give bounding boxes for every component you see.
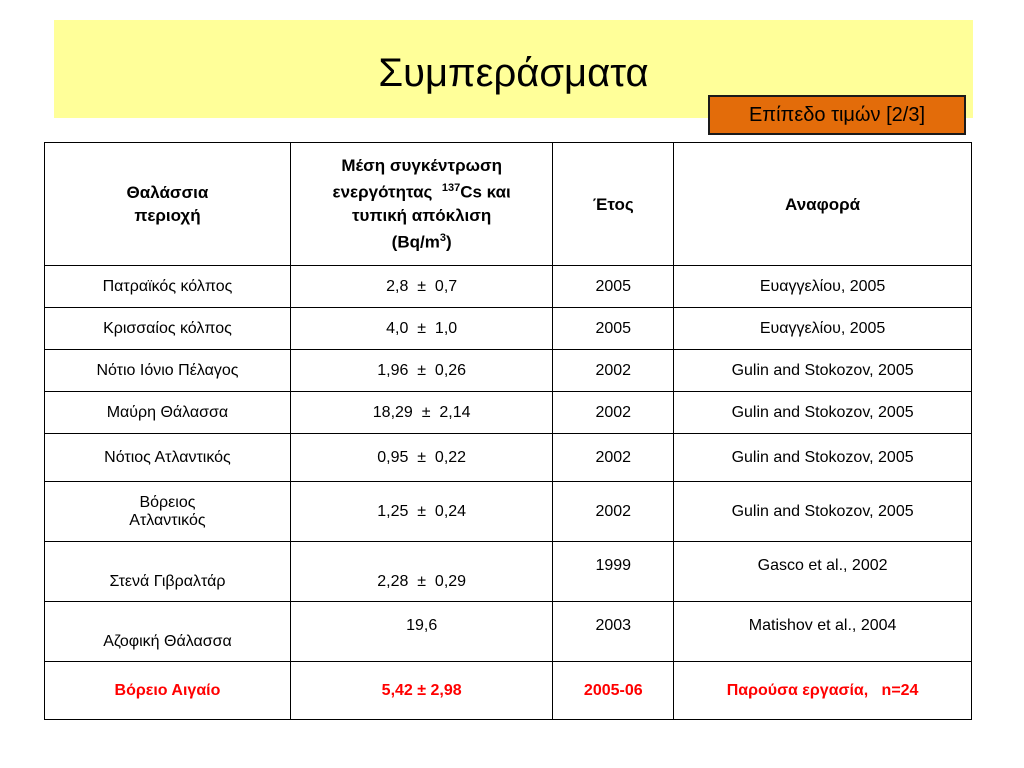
cell-region: Κρισσαίος κόλπος xyxy=(45,308,291,350)
cell-year: 1999 xyxy=(553,542,674,602)
cell-reference: Ευαγγελίου, 2005 xyxy=(674,308,972,350)
cell-region: Πατραϊκός κόλπος xyxy=(45,266,291,308)
header-conc-isotope-mass: 137 xyxy=(441,182,461,195)
header-region xyxy=(45,143,291,266)
header-conc-unit-pre: (Bq/m xyxy=(391,232,440,252)
cell-year: 2005-06 xyxy=(553,662,674,720)
cell-year: 2002 xyxy=(553,392,674,434)
cell-region-line2: Ατλαντικός xyxy=(129,511,206,529)
table-row xyxy=(45,392,972,434)
cell-reference: Παρούσα εργασία, n=24 xyxy=(674,662,972,720)
cell-concentration: 1,25 ± 0,24 xyxy=(290,482,552,542)
header-conc-line2-pre: ενεργότητας xyxy=(332,183,433,202)
cell-region: Αζοφική Θάλασσα xyxy=(45,602,291,662)
header-year: Έτος xyxy=(553,143,674,266)
cell-concentration: 5,42 ± 2,98 xyxy=(290,662,552,720)
table-row xyxy=(45,542,972,602)
header-reference: Αναφορά xyxy=(674,143,972,266)
cell-reference: Gulin and Stokozov, 2005 xyxy=(674,392,972,434)
cell-reference: Gulin and Stokozov, 2005 xyxy=(674,434,972,482)
table-row-highlight xyxy=(45,662,972,720)
cell-region: Νότιο Ιόνιο Πέλαγος xyxy=(45,350,291,392)
table-row xyxy=(45,482,972,542)
table-header-row xyxy=(45,143,972,266)
cell-reference: Gulin and Stokozov, 2005 xyxy=(674,350,972,392)
cell-concentration: 19,6 xyxy=(290,602,552,662)
level-badge: Επίπεδο τιμών [2/3] xyxy=(708,95,966,135)
cell-concentration: 18,29 ± 2,14 xyxy=(290,392,552,434)
header-conc-line1: Μέση συγκέντρωση xyxy=(341,156,502,176)
cell-reference: Ευαγγελίου, 2005 xyxy=(674,266,972,308)
cell-concentration: 0,95 ± 0,22 xyxy=(290,434,552,482)
table-row xyxy=(45,350,972,392)
cell-concentration: 4,0 ± 1,0 xyxy=(290,308,552,350)
table-row xyxy=(45,602,972,662)
header-conc-unit-post: ) xyxy=(445,232,452,252)
cell-concentration: 1,96 ± 0,26 xyxy=(290,350,552,392)
header-concentration xyxy=(290,143,552,266)
cell-reference: Gasco et al., 2002 xyxy=(674,542,972,602)
header-conc-unit-exp: 3 xyxy=(439,232,446,244)
cell-region xyxy=(45,482,291,542)
cell-region-line1: Βόρειος xyxy=(139,493,196,511)
table-row xyxy=(45,308,972,350)
table-row xyxy=(45,266,972,308)
page-title: Συμπεράσματα xyxy=(378,50,649,95)
cell-region: Μαύρη Θάλασσα xyxy=(45,392,291,434)
cell-reference: Matishov et al., 2004 xyxy=(674,602,972,662)
cell-year: 2005 xyxy=(553,308,674,350)
cell-year: 2005 xyxy=(553,266,674,308)
header-conc-line3: τυπική απόκλιση xyxy=(351,206,492,225)
header-conc-line2-post: Cs και xyxy=(460,183,511,202)
table-row xyxy=(45,434,972,482)
cell-year: 2002 xyxy=(553,482,674,542)
cell-concentration: 2,8 ± 0,7 xyxy=(290,266,552,308)
cell-region: Βόρειο Αιγαίο xyxy=(45,662,291,720)
cell-region: Νότιος Ατλαντικός xyxy=(45,434,291,482)
cell-year: 2003 xyxy=(553,602,674,662)
header-region-line2: περιοχή xyxy=(134,206,201,225)
cell-reference: Gulin and Stokozov, 2005 xyxy=(674,482,972,542)
cell-region: Στενά Γιβραλτάρ xyxy=(45,542,291,602)
data-table xyxy=(44,142,972,720)
header-region-line1: Θαλάσσια xyxy=(126,183,209,202)
cell-concentration: 2,28 ± 0,29 xyxy=(290,542,552,602)
cell-year: 2002 xyxy=(553,434,674,482)
cell-year: 2002 xyxy=(553,350,674,392)
